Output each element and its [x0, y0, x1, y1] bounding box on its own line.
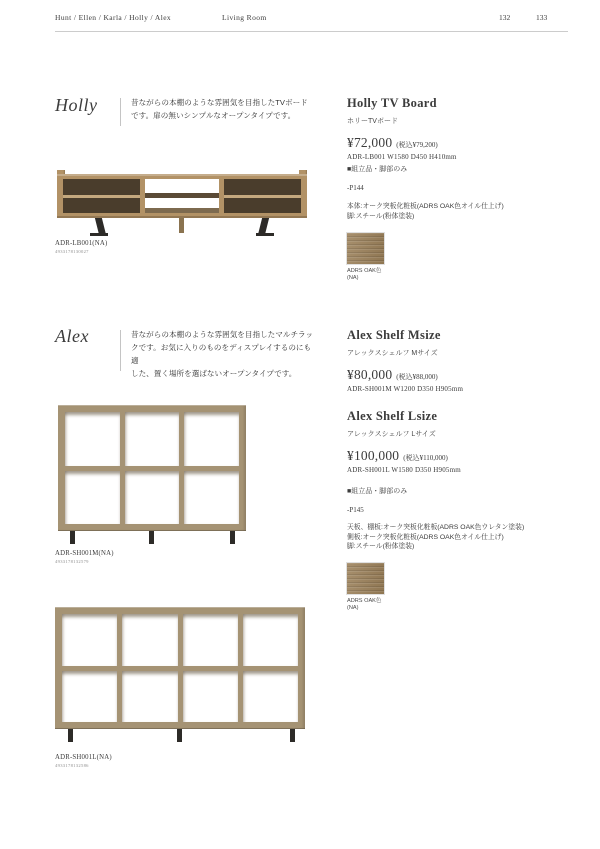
breadcrumb: Hunt / Ellen / Karla / Holly / Alex — [55, 13, 172, 22]
alex-swatch-caption — [347, 598, 567, 612]
holly-price-tax: (税込¥79,200) — [396, 141, 438, 149]
holly-assembly-note: ■組立品・脚部のみ — [347, 166, 408, 173]
alex-material-1: 天板、棚板:オーク突板化粧板(ADRS OAK色ウレタン塗装) — [347, 524, 525, 531]
alex-l-spec: ADR-SH001L W1580 D350 H905mm — [347, 466, 461, 474]
alex-l-image-code: 4933178132586 — [55, 763, 89, 768]
alex-shelf-m-image — [58, 405, 246, 531]
tv-board-shelf — [145, 193, 219, 198]
shelf-leg — [290, 729, 295, 742]
tv-board-compartment-left — [63, 179, 140, 213]
shelf-cell — [65, 471, 120, 525]
alex-m-price-tax: (税込¥88,000) — [396, 373, 438, 381]
alex-m-price: ¥80,000 — [347, 367, 393, 382]
tv-board-shelf — [63, 195, 140, 198]
alex-l-price-tax: (税込¥110,000) — [403, 454, 448, 462]
shelf-cell — [62, 614, 117, 666]
holly-swatch-line1: ADRS OAK色 — [347, 268, 382, 274]
holly-image-label: ADR-LB001(NA) — [55, 240, 108, 247]
shelf-cell — [184, 412, 239, 466]
tv-board-shelf — [145, 208, 219, 213]
alex-m-spec: ADR-SH001M W1200 D350 H905mm — [347, 385, 464, 393]
alex-wood-swatch — [347, 563, 384, 594]
header-rule — [55, 31, 568, 32]
alex-l-image-label: ADR-SH001L(NA) — [55, 754, 112, 761]
shelf-cell — [125, 412, 180, 466]
section-divider — [120, 330, 121, 371]
shelf-cell — [122, 614, 177, 666]
shelf-leg — [230, 531, 235, 544]
holly-wood-swatch — [347, 233, 384, 264]
shelf-cell — [183, 671, 238, 723]
alex-l-product-title-jp: アレックスシェルフ Lサイズ — [347, 431, 436, 438]
tv-board-shelf — [224, 195, 301, 198]
alex-swatch-line1: ADRS OAK色 — [347, 597, 382, 604]
tv-board-body — [57, 174, 307, 218]
holly-image-code: 4933178130027 — [55, 249, 89, 254]
section-title-holly: Holly — [55, 95, 98, 115]
holly-swatch-caption — [347, 268, 567, 282]
holly-product-info — [347, 96, 567, 282]
section-title-alex: Alex — [55, 326, 89, 346]
alex-material-3: 脚:スチール(粉体塗装) — [347, 543, 415, 550]
alex-m-image-label: ADR-SH001M(NA) — [55, 550, 114, 557]
holly-product-title-jp: ホリーTVボード — [347, 118, 398, 125]
alex-swatch-line2: (NA) — [347, 604, 359, 611]
holly-page-ref: -P144 — [347, 184, 364, 192]
alex-l-product-title: Alex Shelf Lsize — [347, 409, 438, 423]
holly-product-title: Holly TV Board — [347, 96, 437, 110]
holly-price: ¥72,000 — [347, 135, 393, 150]
alex-product-info — [347, 328, 567, 612]
shelf-cell — [62, 671, 117, 723]
holly-description-line2: です。扉の無いシンプルなオープンタイプです。 — [131, 111, 296, 120]
page-number-left: 132 — [499, 13, 511, 22]
tv-board-center-peg — [179, 218, 184, 233]
shelf-cell — [243, 614, 298, 666]
alex-description-line2: クです。お気に入りのものをディスプレイするのにも適 — [131, 343, 312, 365]
alex-assembly-note: ■組立品・脚部のみ — [347, 488, 408, 495]
alex-description-line3: した、置く場所を選ばないオープンタイプです。 — [131, 369, 297, 378]
alex-page-ref: -P145 — [347, 506, 364, 514]
tv-board-foot — [256, 233, 274, 236]
tv-board-compartment-center — [145, 179, 219, 213]
section-divider — [120, 98, 121, 126]
page-number-right: 133 — [536, 13, 548, 22]
alex-material-2: 側板:オーク突板化粧板(ADRS OAK色オイル仕上げ) — [347, 533, 504, 541]
alex-m-product-title: Alex Shelf Msize — [347, 328, 441, 342]
shelf-leg — [70, 531, 75, 544]
holly-spec: ADR-LB001 W1580 D450 H410mm — [347, 153, 457, 161]
alex-shelf-l-image — [55, 607, 305, 729]
alex-m-product-title-jp: アレックスシェルフ Mサイズ — [347, 350, 438, 357]
shelf-cell — [65, 412, 120, 466]
holly-description-line1: 昔ながらの本棚のような雰囲気を目指したTVボード — [131, 98, 308, 107]
holly-price-row — [347, 135, 567, 151]
shelf-leg — [177, 729, 182, 742]
shelf-cell — [125, 471, 180, 525]
tv-board-foot — [90, 233, 108, 236]
holly-material-2: 脚:スチール(粉体塗装) — [347, 212, 415, 220]
shelf-leg — [149, 531, 154, 544]
shelf-cell — [122, 671, 177, 723]
alex-m-price-row — [347, 367, 567, 383]
alex-l-price-row — [347, 448, 567, 464]
shelf-cell — [183, 614, 238, 666]
holly-material-1: 本体:オーク突板化粧板(ADRS OAK色オイル仕上げ) — [347, 203, 504, 210]
holly-tv-board-image — [57, 170, 307, 236]
alex-description-line1: 昔ながらの本棚のような雰囲気を目指したマルチラッ — [131, 330, 314, 339]
alex-description — [131, 328, 317, 380]
alex-l-price: ¥100,000 — [347, 448, 400, 463]
holly-swatch-line2: (NA) — [347, 275, 359, 281]
holly-description — [131, 96, 317, 122]
shelf-leg — [68, 729, 73, 742]
shelf-cell — [243, 671, 298, 723]
room-category-label: Living Room — [222, 13, 267, 22]
shelf-cell — [184, 471, 239, 525]
tv-board-compartment-right — [224, 179, 301, 213]
alex-m-image-code: 4933178132579 — [55, 559, 89, 564]
